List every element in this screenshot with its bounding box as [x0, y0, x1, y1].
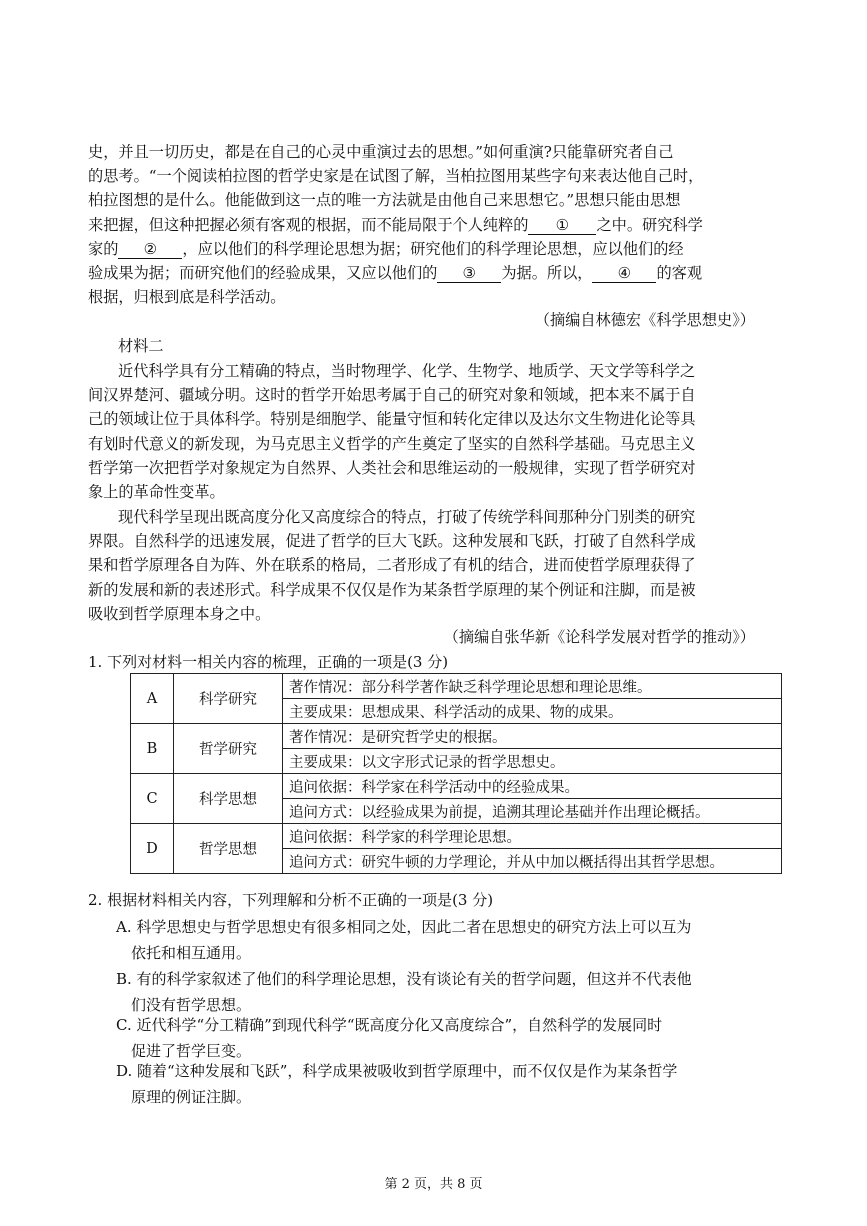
question-2-stem: 2. 根据材料相关内容，下列理解和分析不正确的一项是(3 分): [88, 891, 494, 909]
option-line: B. 有的科学家叙述了他们的科学理论思想，没有谈论有关的哲学问题，但这并不代表他: [116, 970, 692, 988]
source-citation-2: （摘编自张华新《论科学发展对哲学的推动》）: [443, 628, 755, 646]
table-row: [131, 774, 782, 799]
text-line: 己的领域让位于具体科学。特别是细胞学、能量守恒和转化定律以及达尔文生物进化论等具: [88, 410, 696, 429]
text-line: 果和哲学原理各自为阵、外在联系的格局，二者形成了有机的结合，进而使哲学原理获得了: [88, 556, 696, 575]
option-detail: 著作情况：是研究哲学史的根据。: [283, 724, 782, 749]
blank-1: ①: [528, 216, 596, 235]
material-two-heading: 材料二: [118, 337, 164, 355]
option-line: D. 随着“这种发展和飞跃”，科学成果被吸收到哲学原理中，而不仅仅是作为某条哲学: [116, 1062, 678, 1080]
option-detail: 著作情况：部分科学著作缺乏科学理论思想和理论思维。: [283, 674, 782, 699]
text-line: 现代科学呈现出既高度分化又高度综合的特点，打破了传统学科间那种分门别类的研究: [118, 508, 696, 526]
text-line: 有划时代意义的新发现，为马克思主义哲学的产生奠定了坚实的自然科学基础。马克思主义: [88, 434, 696, 453]
table-row: [131, 674, 782, 699]
table-row: [131, 824, 782, 849]
option-topic: 哲学研究: [174, 724, 283, 774]
text-line: 吸收到哲学原理本身之中。: [88, 604, 271, 623]
option-line: 促进了哲学巨变。: [131, 1042, 252, 1060]
text-line: 间汉界楚河、疆域分明。这时的哲学开始思考属于自己的研究对象和领域，把本来不属于自: [88, 386, 696, 405]
option-line: 们没有哲学思想。: [131, 996, 252, 1014]
text-line: [88, 213, 752, 237]
text-segment: 为据。所以，: [501, 264, 593, 283]
material-one-text: [88, 140, 752, 309]
question-1-table: [130, 673, 782, 874]
option-detail: 追问方式：以经验成果为前提，追溯其理论基础并作出理论概括。: [283, 799, 782, 824]
option-d: [116, 1058, 756, 1110]
text-segment: 验成果为据；而研究他们的经验成果，又应以他们的: [88, 264, 438, 283]
text-line: 新的发展和新的表述形式。科学成果不仅仅是作为某条哲学原理的某个例证和注脚，而是被: [88, 580, 696, 599]
option-a: [116, 914, 756, 966]
text-line: 史，并且一切历史，都是在自己的心灵中重演过去的思想。”如何重演?只能靠研究者自己: [88, 143, 674, 161]
blank-2: ②: [118, 240, 182, 259]
text-line: 近代科学具有分工精确的特点，当时物理学、化学、生物学、地质学、天文学等科学之: [118, 362, 696, 380]
text-line: 界限。自然科学的迅速发展，促进了哲学的巨大飞跃。这种发展和飞跃，打破了自然科学成: [88, 532, 696, 551]
text-segment: 之中。研究科学: [596, 215, 703, 234]
option-detail: 主要成果：以文字形式记录的哲学思想史。: [283, 749, 782, 774]
option-detail: 主要成果：思想成果、科学活动的成果、物的成果。: [283, 699, 782, 724]
option-line: 依托和相互通用。: [131, 944, 252, 962]
text-line: 的思考。“一个阅读柏拉图的哲学史家是在试图了解，当柏拉图用某些字句来表达他自己时，: [88, 167, 704, 186]
text-segment: ，应以他们的科学理论思想为据；研究他们的科学理论思想，应以他们的经: [182, 239, 684, 258]
option-line: A. 科学思想史与哲学思想史有很多相同之处，因此二者在思想史的研究方法上可以互为: [116, 918, 692, 936]
text-segment: 来把握，但这种把握必须有客观的根据，而不能局限于个人纯粹的: [88, 215, 529, 234]
option-letter: A: [131, 674, 174, 724]
option-b: [116, 966, 756, 1018]
text-line: 根据，归根到底是科学活动。: [88, 288, 286, 307]
question-1-stem: 1. 下列对材料一相关内容的梳理，正确的一项是(3 分): [88, 653, 449, 671]
material-two-para-2: [88, 505, 752, 626]
text-line: [88, 237, 752, 261]
option-letter: B: [131, 724, 174, 774]
option-detail: 追问方式：研究牛顿的力学理论，并从中加以概括得出其哲学思想。: [283, 849, 782, 874]
text-line: 象上的革命性变革。: [88, 483, 225, 502]
option-line: 原理的例证注脚。: [131, 1088, 252, 1106]
text-line: [88, 261, 752, 285]
text-line: 柏拉图想的是什么。他能做到这一点的唯一方法就是由他自己来思想它。”思想只能由思想: [88, 191, 681, 210]
option-topic: 哲学思想: [174, 824, 283, 874]
option-topic: 科学思想: [174, 774, 283, 824]
source-citation-1: （摘编自林德宏《科学思想史》）: [534, 311, 755, 329]
blank-3: ③: [437, 264, 501, 283]
table-row: [131, 724, 782, 749]
option-c: [116, 1012, 756, 1064]
text-segment: 的客观: [656, 264, 702, 283]
text-segment: 家的: [88, 239, 119, 258]
option-letter: C: [131, 774, 174, 824]
blank-4: ④: [592, 264, 656, 283]
option-detail: 追问依据：科学家在科学活动中的经验成果。: [283, 774, 782, 799]
option-line: C. 近代科学“分工精确”到现代科学“既高度分化又高度综合”，自然科学的发展同时: [116, 1016, 663, 1034]
material-two-para-1: [88, 359, 752, 504]
page-footer: 第 2 页，共 8 页: [384, 1177, 483, 1192]
option-topic: 科学研究: [174, 674, 283, 724]
text-line: 哲学第一次把哲学对象规定为自然界、人类社会和思维运动的一般规律，实现了哲学研究对: [88, 458, 696, 477]
option-detail: 追问依据：科学家的科学理论思想。: [283, 824, 782, 849]
option-letter: D: [131, 824, 174, 874]
